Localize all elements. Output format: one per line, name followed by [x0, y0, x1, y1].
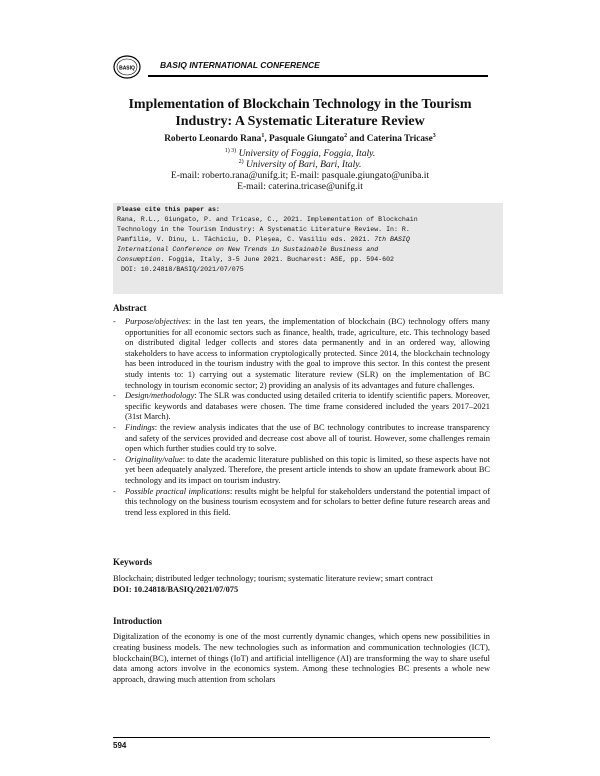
abstract-item: - Design/methodology: The SLR was conducted using detailed criteria to identify scientific papers. Moreover, specific keywords and databases were chosen. The time frame considered included the years 2017–2021 (31st March). — [113, 391, 490, 422]
author-3: and Caterina Tricase — [347, 134, 433, 144]
abstract-item-label: Findings — [125, 422, 155, 432]
abstract-item-text: : in the last ten years, the implementation of blockchain (BC) technology offers many opportunities for all economic sectors such as finance, health, trade, agriculture, etc. This technology based on distributed digital ledger collects and stores data permanently and in an ordered way, allowing stakeholders to have access to information cryptologically protected. Since 2014, the blockchain technology has been introduced in the tourism industry with the goal to improve this sector. In this contest the present study intents to: 1) carrying out a systematic literature review (SLR) on the implementation of BC technology in tourism economic sector; 2) providing an analysis of its advantages and future challenges. — [125, 317, 490, 390]
author-2-sup: 2 — [344, 132, 348, 139]
aff1-sup: 1) 3) — [224, 147, 237, 154]
citation-line-5a: Consumption — [117, 256, 161, 263]
introduction-heading: Introduction — [113, 616, 162, 626]
citation-doi: DOI: 10.24818/BASIQ/2021/07/075 — [121, 266, 244, 273]
citation-line-5 — [117, 256, 394, 263]
citation-line-3a: Pamfilie, V. Dinu, L. Tăchiciu, D. Pleșea, C. Vasiliu eds. 2021. — [117, 236, 375, 243]
abstract-list — [113, 317, 490, 518]
keywords-text: Blockchain; distributed ledger technology; tourism; systematic literature review; smart contract — [113, 574, 433, 583]
abstract-item-text: : The SLR was conducted using detailed criteria to identify scientific papers. Moreover, specific keywords and databases were chosen. The time frame considered included the years 2017–2021 (31st March). — [125, 391, 490, 422]
abstract-item-text: : the review analysis indicates that the use of BC technology contributes to increase transparency and safety of the services provided and decrease cost above all of tourist. However, some challenges remain open which further studies could try to solve. — [125, 422, 490, 454]
author-3-sup: 3 — [432, 132, 436, 139]
header-rule — [148, 75, 488, 77]
paper-title — [100, 96, 500, 130]
aff1-text: University of Foggia, Foggia, Italy. — [238, 148, 376, 159]
title-line-2: Industry: A Systematic Literature Review — [175, 114, 425, 129]
aff2-sup: 2) — [238, 158, 244, 165]
abstract-item: - Originality/value: to date the academic literature published on this topic is limited, so these aspects have not yet been adequately analyzed. Therefore, the present article intends to show an update framework about BC technology and its impact on tourism industry. — [113, 454, 490, 485]
abstract-item-label: Design/methodology — [125, 391, 195, 401]
logo-text: BASIQ — [119, 65, 135, 72]
citation-line-3 — [117, 236, 410, 243]
conference-name: BASIQ INTERNATIONAL CONFERENCE — [160, 60, 320, 70]
abstract-item-label: Originality/value — [125, 454, 183, 464]
affiliation-2 — [90, 159, 510, 170]
citation-line-2: Technology in the Tourism Industry: A Systematic Literature Review. In: R. — [117, 226, 410, 233]
keywords-doi: DOI: 10.24818/BASIQ/2021/07/075 — [113, 584, 239, 594]
keywords-block — [113, 574, 493, 595]
page-number: 594 — [113, 741, 127, 750]
author-1-sup: 1 — [261, 132, 265, 139]
citation-line-5b: . Foggia, Italy, 3-5 June 2021. Bucharest: ASE, pp. 594-602 — [160, 256, 394, 263]
citation-line-1: Rana, R.L., Giungato, P. and Tricase, C., 2021. Implementation of Blockchain — [117, 216, 418, 223]
abstract-item: - Findings: the review analysis indicates that the use of BC technology contributes to increase transparency and safety of the services provided and decrease cost above all of tourist. However, some challenges remain open which further studies could try to solve. — [113, 422, 490, 454]
introduction-paragraph: Digitalization of the economy is one of the most currently dynamic changes, which opens new possibilities in creating business models. The new technologies such as information and communication technologies (ICT), blockchain(BC), internet of things (IoT) and artificial intelligence (AI) are transforming the way to share useful data among actors involve in the economics system. Among these technologies BC presents a whole new approach, drawing much attention from scholars — [113, 632, 490, 685]
title-line-1: Implementation of Blockchain Technology in the Tourism — [128, 97, 472, 112]
email-line-2: E-mail: caterina.tricase@unifg.it — [237, 181, 363, 192]
author-1: Roberto Leonardo Rana — [164, 134, 262, 144]
abstract-item-text: : to date the academic literature published on this topic is limited, so these aspects have not yet been adequately analyzed. Therefore, the present article intends to show an update framework about BC technology and its impact on tourism industry. — [125, 454, 490, 485]
affiliation-1 — [90, 148, 510, 159]
basiq-logo-icon — [113, 55, 141, 79]
authors — [90, 134, 510, 144]
conference-header — [113, 55, 488, 81]
citation-heading: Please cite this paper as: — [117, 206, 220, 213]
author-2: , Pasquale Giungato — [264, 134, 345, 144]
citation-line-4: International Conference on New Trends in Sustainable Business and — [117, 246, 379, 253]
keywords-heading: Keywords — [113, 557, 152, 567]
aff2-text: University of Bari, Bari, Italy. — [246, 159, 362, 170]
footer-rule — [113, 737, 490, 738]
citation-box — [113, 203, 503, 294]
abstract-item: - Purpose/objectives: in the last ten years, the implementation of blockchain (BC) technology offers many opportunities for all economic sectors such as finance, health, trade, agriculture, etc. This technology based on distributed digital ledger collects and stores data permanently and in an ordered way, allowing stakeholders to have access to information cryptologically protected. Since 2014, the blockchain technology has been introduced in the tourism industry with the goal to improve this sector. In this contest the present study intents to: 1) carrying out a systematic literature review (SLR) on the implementation of BC technology in tourism economic sector; 2) providing an analysis of its advantages and future challenges. — [113, 317, 490, 390]
citation-line-3b: 7th BASIQ — [374, 236, 410, 243]
abstract-heading: Abstract — [113, 303, 147, 313]
abstract-item-label: Purpose/objectives — [125, 317, 189, 326]
email-line-1: E-mail: roberto.rana@unifg.it; E-mail: pasquale.giungato@uniba.it — [170, 170, 430, 181]
abstract-item-label: Possible practical implications — [125, 486, 230, 496]
abstract-item-text: : results might be helpful for stakeholders understand the potential impact of this technology on the business tourism ecosystem and for scholars to better define future research areas and trend less explored in this field. — [125, 486, 490, 517]
abstract-item: - Possible practical implications: results might be helpful for stakeholders understand the potential impact of this technology on the business tourism ecosystem and for scholars to better define future research areas and trend less explored in this field. — [113, 486, 490, 517]
